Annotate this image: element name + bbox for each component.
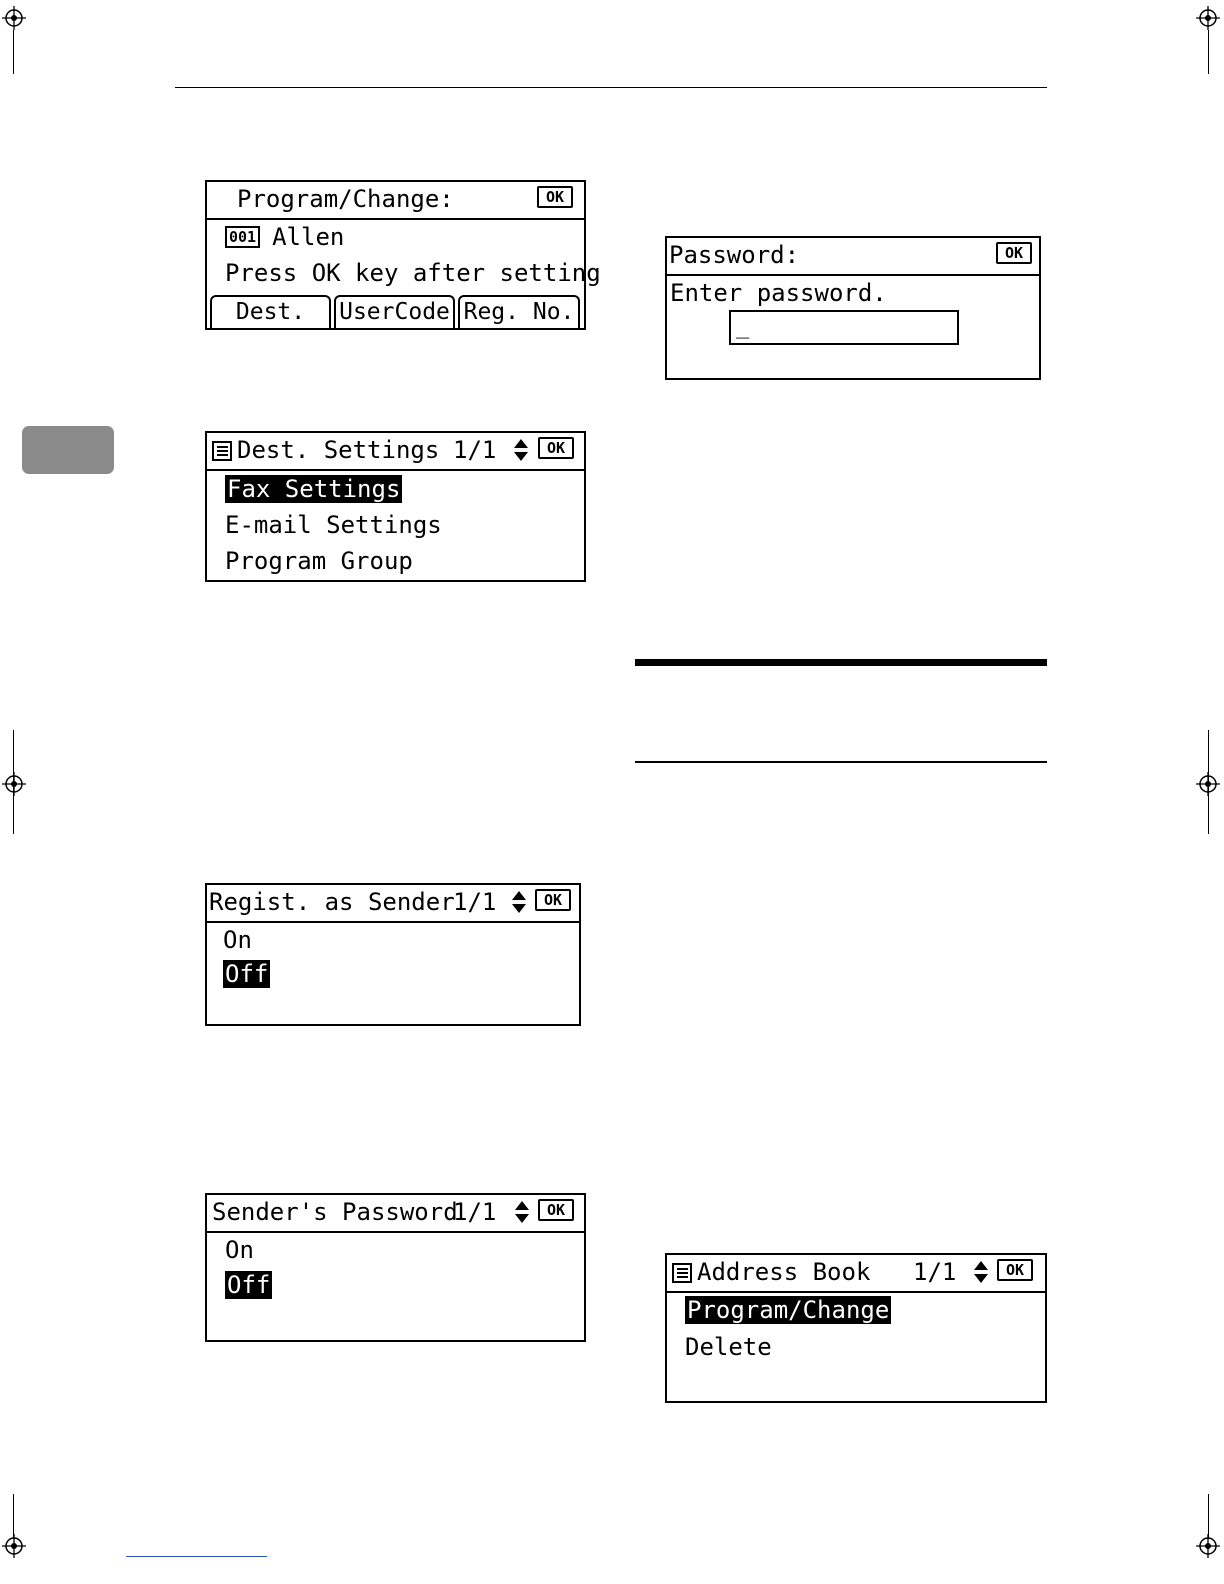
ok-key-icon: OK	[997, 1259, 1033, 1281]
option-on[interactable]: On	[225, 1236, 254, 1264]
screen-title: Address Book	[697, 1258, 871, 1286]
option-off[interactable]: Off	[225, 960, 269, 988]
registration-mark-icon	[2, 6, 26, 30]
option-on[interactable]: On	[223, 926, 252, 954]
trim-line	[13, 30, 14, 74]
screen-title: Dest. Settings	[237, 436, 440, 464]
trim-line	[13, 730, 14, 834]
screen-title: Program/Change:	[237, 185, 454, 213]
page-indicator: 1/1	[453, 436, 497, 464]
trim-line	[1208, 1494, 1209, 1538]
scroll-updown-icon	[514, 1200, 530, 1224]
entry-name: Allen	[272, 223, 345, 251]
program-change-screen	[205, 180, 601, 330]
option-off[interactable]: Off	[227, 1271, 271, 1299]
address-book-screen	[665, 1253, 1047, 1403]
screen-title-bar	[207, 1195, 584, 1233]
screen-title-bar	[207, 885, 579, 923]
softkey-usercode[interactable]: UserCode	[334, 295, 455, 328]
page-indicator: 1/1	[913, 1258, 957, 1286]
registration-mark-icon	[1196, 6, 1220, 30]
softkey-reg-no[interactable]: Reg. No.	[458, 295, 580, 328]
softkey-bar	[207, 292, 584, 328]
dest-settings-screen	[205, 431, 586, 582]
ok-key-icon: OK	[538, 1199, 574, 1221]
ok-key-icon: OK	[996, 242, 1032, 264]
softkey-dest[interactable]: Dest.	[210, 295, 331, 328]
menu-list-icon	[212, 441, 232, 461]
regist-as-sender-screen	[205, 883, 581, 1026]
menu-item-program-group[interactable]: Program Group	[225, 547, 413, 575]
scroll-updown-icon	[511, 890, 527, 914]
trim-line	[1208, 30, 1209, 74]
registration-mark-icon	[2, 772, 26, 796]
senders-password-screen	[205, 1193, 586, 1342]
section-rule-thick	[635, 659, 1047, 666]
screen-title-bar	[207, 182, 584, 220]
password-input[interactable]: _	[729, 310, 959, 345]
instruction-message: Press OK key after setting	[225, 259, 601, 287]
screen-title: Password:	[669, 241, 800, 269]
ok-key-icon: OK	[535, 889, 571, 911]
screen-title-bar	[667, 238, 1039, 276]
chapter-tab-marker	[22, 426, 114, 474]
menu-item-fax-settings[interactable]: Fax Settings	[227, 475, 401, 503]
page-indicator: 1/1	[453, 888, 497, 916]
scroll-updown-icon	[973, 1260, 989, 1284]
password-screen	[665, 236, 1041, 380]
section-rule-thin	[635, 761, 1047, 763]
page-indicator: 1/1	[453, 1198, 497, 1226]
menu-item-delete[interactable]: Delete	[685, 1333, 772, 1361]
registration-mark-icon	[2, 1534, 26, 1558]
screen-title: Sender's Password	[212, 1198, 458, 1226]
trim-line	[1208, 730, 1209, 834]
screen-title-bar	[667, 1255, 1045, 1293]
entry-line	[225, 222, 344, 252]
ok-key-icon: OK	[538, 437, 574, 459]
menu-item-email-settings[interactable]: E-mail Settings	[225, 511, 442, 539]
header-rule	[175, 87, 1047, 88]
trim-line	[13, 1494, 14, 1538]
screen-title: Regist. as Sender	[209, 888, 455, 916]
scroll-updown-icon	[513, 438, 529, 462]
menu-item-program-change[interactable]: Program/Change	[687, 1296, 890, 1324]
password-prompt: Enter password.	[670, 279, 887, 307]
footer-link-underline	[126, 1556, 267, 1557]
menu-list-icon	[672, 1263, 692, 1283]
registration-number-badge: 001	[225, 226, 260, 248]
ok-key-icon: OK	[537, 186, 573, 208]
screen-title-bar	[207, 433, 584, 471]
